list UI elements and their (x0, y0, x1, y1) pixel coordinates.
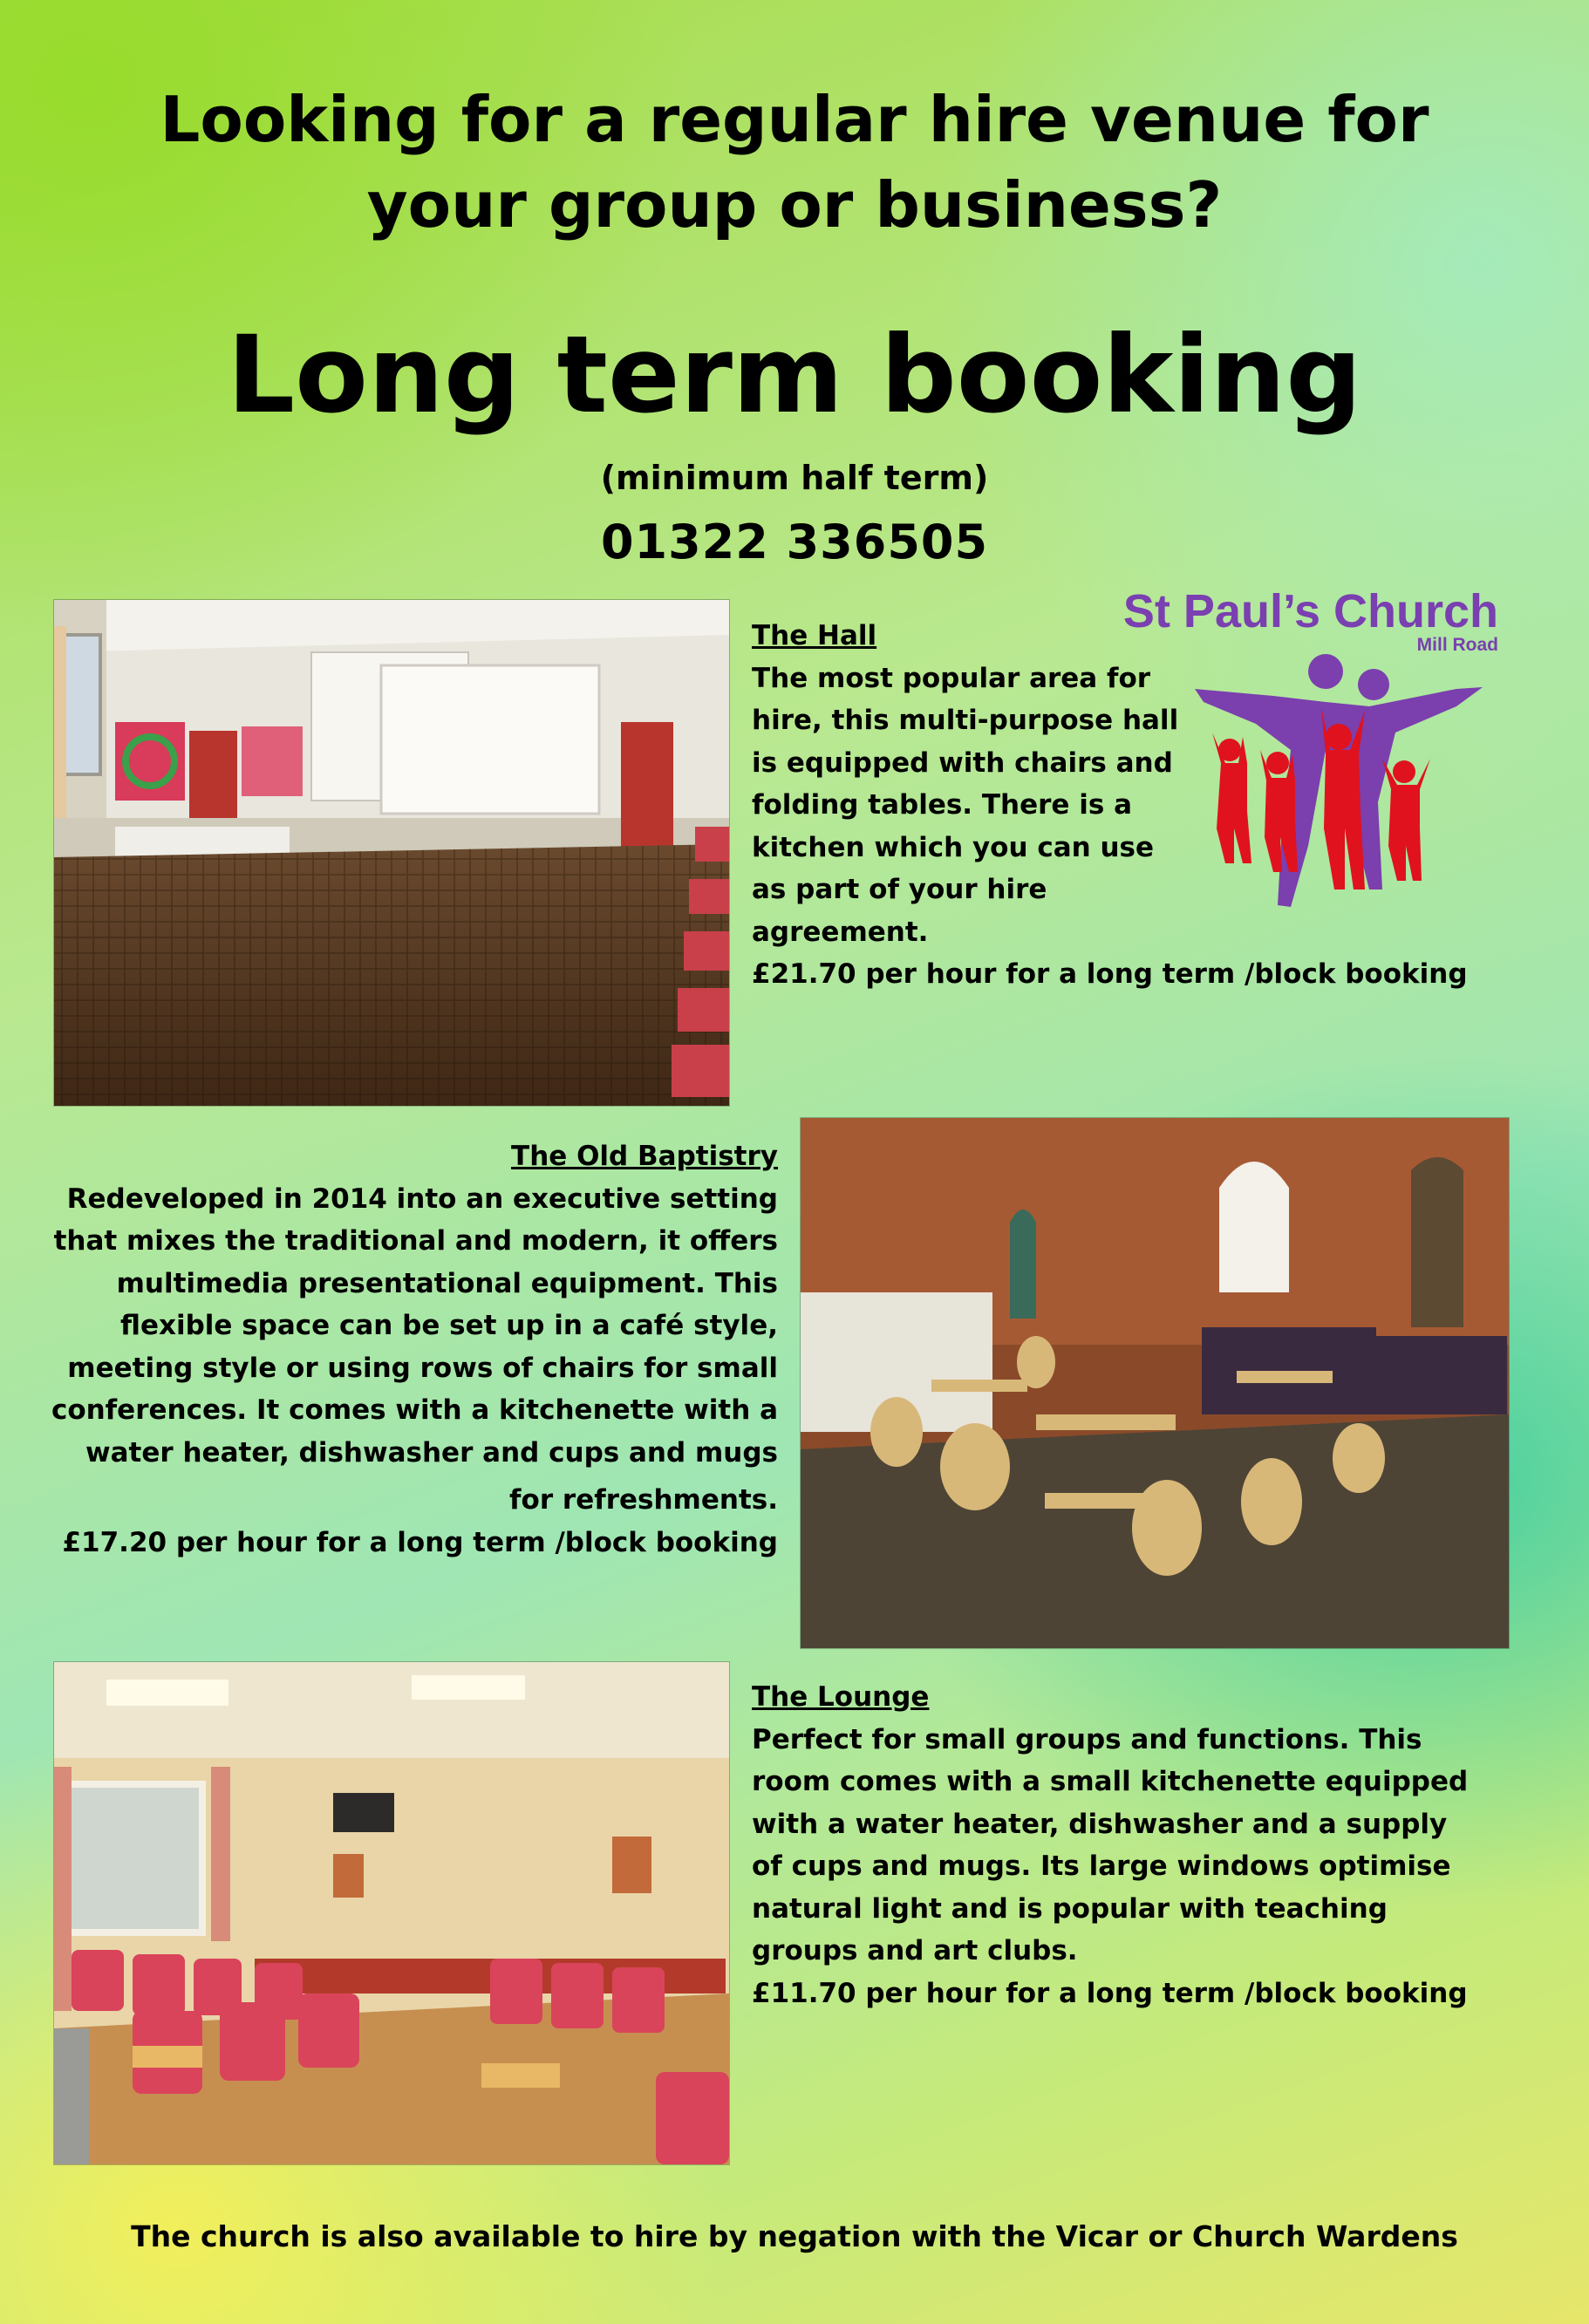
hall-price: £21.70 per hour for a long term /block booking (752, 958, 1468, 990)
lounge-line: groups and art clubs. (752, 1935, 1078, 1966)
baptistry-line: for refreshments. (509, 1484, 778, 1516)
headline-line-2: your group or business? (366, 168, 1223, 242)
hall-line: agreement. (752, 916, 929, 948)
baptistry-photo (801, 1118, 1509, 1648)
lounge-line: Perfect for small groups and functions. This (752, 1723, 1422, 1755)
baptistry-title: The Old Baptistry (511, 1141, 778, 1172)
baptistry-line: multimedia presentational equipment. This (116, 1267, 778, 1299)
hall-photo (54, 600, 729, 1106)
lounge-description (752, 1676, 1537, 2014)
page-title: Long term booking (227, 313, 1362, 437)
hall-line: folding tables. There is a (752, 789, 1133, 821)
phone-number[interactable]: 01322 336505 (600, 515, 989, 569)
lounge-price: £11.70 per hour for a long term /block booking (752, 1977, 1468, 2009)
page-subtitle: (minimum half term) (600, 459, 989, 497)
lounge-photo (54, 1662, 729, 2164)
baptistry-line: Redeveloped in 2014 into an executive setting (66, 1182, 778, 1215)
hall-line: hire, this multi-purpose hall (752, 705, 1179, 736)
hall-line: The most popular area for (752, 662, 1151, 694)
hall-title: The Hall (752, 620, 877, 651)
lounge-line: natural light and is popular with teaching (752, 1892, 1388, 1925)
lounge-title: The Lounge (752, 1681, 930, 1713)
baptistry-line: flexible space can be set up in a café style, (119, 1310, 778, 1341)
hall-line: as part of your hire (752, 874, 1047, 905)
footer-note: The church is also available to hire by negation with the Vicar or Church Wardens (131, 2219, 1458, 2253)
lounge-line: room comes with a small kitchenette equipped (752, 1766, 1469, 1797)
lounge-line: with a water heater, dishwasher and a supply (752, 1808, 1448, 1840)
headline-line-1: Looking for a regular hire venue for (160, 83, 1429, 156)
church-logo (1122, 584, 1509, 916)
baptistry-line: water heater, dishwasher and cups and mugs (85, 1436, 778, 1469)
baptistry-description (26, 1135, 778, 1564)
hall-line: is equipped with chairs and (752, 746, 1173, 779)
logo-name: St Paul’s Church (1122, 585, 1498, 637)
lounge-line: of cups and mugs. Its large windows optimise (752, 1850, 1451, 1882)
headline (0, 77, 1589, 248)
baptistry-line: conferences. It comes with a kitchenette with a (51, 1394, 778, 1426)
baptistry-price: £17.20 per hour for a long term /block booking (62, 1526, 778, 1558)
baptistry-line: meeting style or using rows of chairs for small (67, 1352, 778, 1384)
logo-location: Mill Road (1416, 635, 1498, 655)
baptistry-line: that mixes the traditional and modern, it offers (53, 1225, 778, 1257)
hall-line: kitchen which you can use (752, 831, 1155, 863)
